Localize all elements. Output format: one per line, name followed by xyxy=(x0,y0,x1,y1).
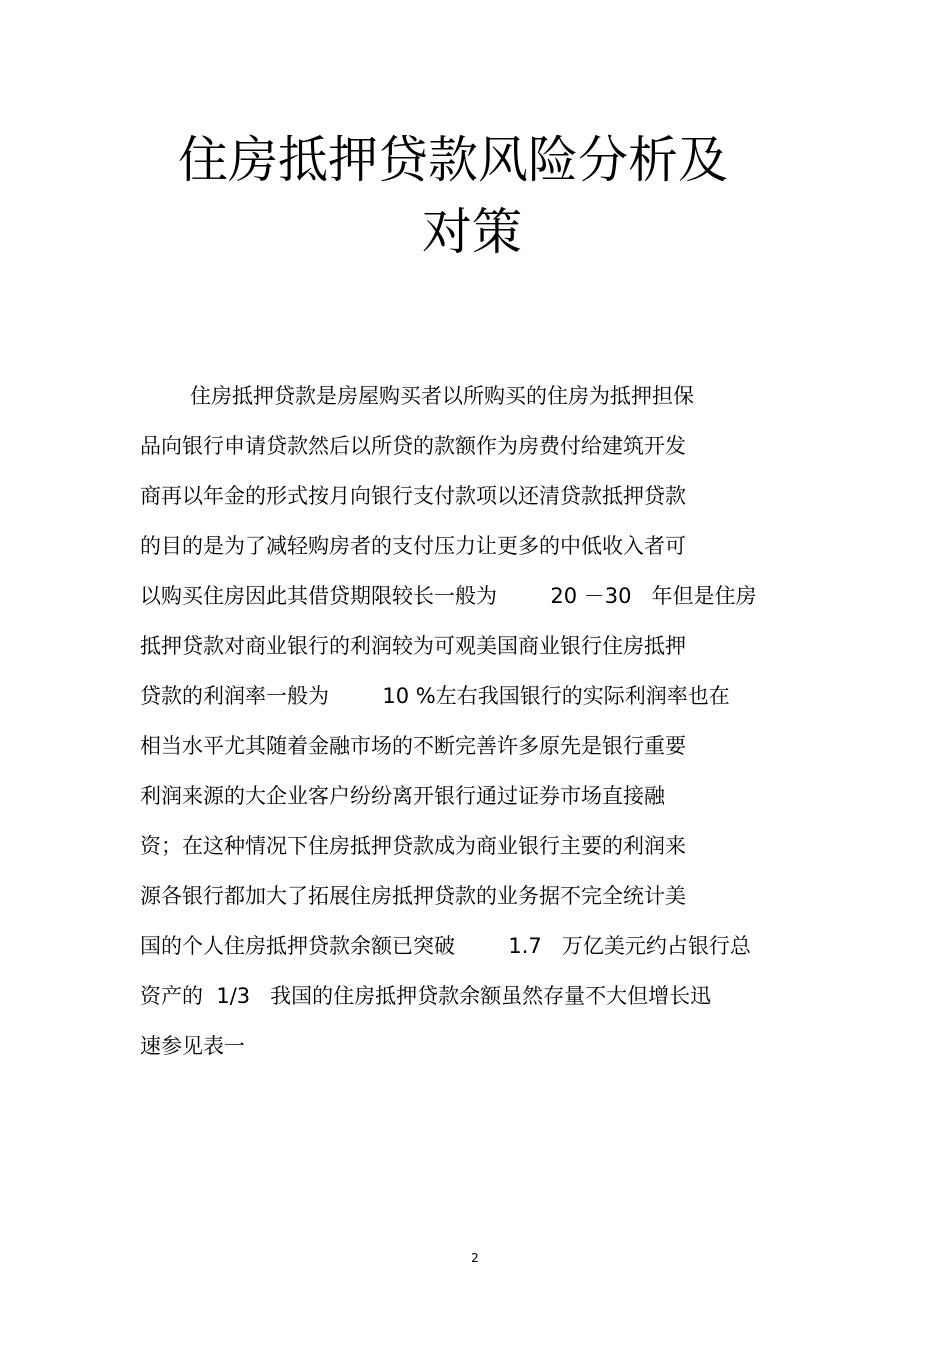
paragraph-line-12: 国的个人住房抵押贷款余额已突破 1.7 万亿美元约占银行总 xyxy=(140,934,751,958)
paragraph-line-4: 的目的是为了减轻购房者的支付压力让更多的中低收入者可 xyxy=(140,534,686,558)
paragraph-line-14: 速参见表一 xyxy=(140,1034,245,1058)
paragraph-line-5: 以购买住房因此其借贷期限较长一般为 20 －30 年但是住房 xyxy=(140,584,757,608)
page-number: 2 xyxy=(471,1251,479,1265)
paragraph-line-11: 源各银行都加大了拓展住房抵押贷款的业务据不完全统计美 xyxy=(140,884,686,908)
paragraph-line-1: 住房抵押贷款是房屋购买者以所购买的住房为抵押担保 xyxy=(190,384,694,408)
document-title-line-1: 住房抵押贷款风险分析及 xyxy=(178,131,728,189)
paragraph-line-13: 资产的 1/3 我国的住房抵押贷款余额虽然存量不大但增长迅 xyxy=(140,984,712,1008)
paragraph-line-10: 资；在这种情况下住房抵押贷款成为商业银行主要的利润来 xyxy=(140,834,686,858)
paragraph-line-6: 抵押贷款对商业银行的利润较为可观美国商业银行住房抵押 xyxy=(140,634,686,658)
paragraph-line-9: 利润来源的大企业客户纷纷离开银行通过证券市场直接融 xyxy=(140,784,665,808)
paragraph-line-8: 相当水平尤其随着金融市场的不断完善许多原先是银行重要 xyxy=(140,734,686,758)
paragraph-line-7: 贷款的利润率一般为 10 %左右我国银行的实际利润率也在 xyxy=(140,684,730,708)
paragraph-line-3: 商再以年金的形式按月向银行支付款项以还清贷款抵押贷款 xyxy=(140,484,686,508)
paragraph-line-2: 品向银行申请贷款然后以所贷的款额作为房费付给建筑开发 xyxy=(140,434,686,458)
document-title-line-2: 对策 xyxy=(422,203,522,261)
